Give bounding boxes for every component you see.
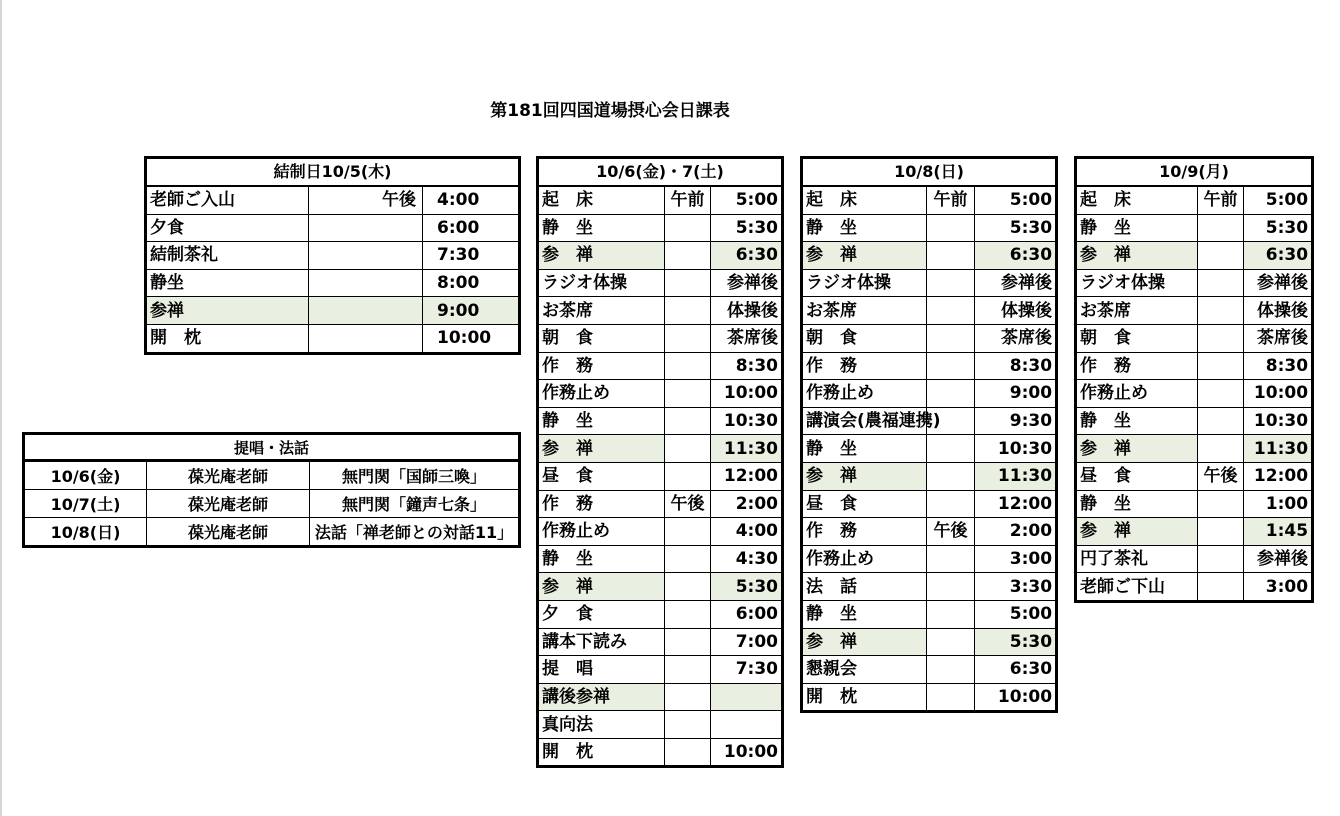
schedule-row <box>538 462 783 490</box>
schedule-period <box>665 628 711 656</box>
schedule-activity: 老師ご下山 <box>1076 573 1198 602</box>
schedule-row <box>1076 186 1313 214</box>
schedule-period <box>927 656 975 684</box>
schedule-period: 午後 <box>665 490 711 518</box>
schedule-row <box>538 297 783 325</box>
schedule-time: 9:00 <box>975 380 1057 408</box>
schedule-row <box>802 628 1057 656</box>
schedule-period: 午前 <box>665 186 711 214</box>
talk-date: 10/7(土) <box>24 490 147 518</box>
schedule-row <box>802 324 1057 352</box>
schedule-activity: 参 禅 <box>538 435 665 463</box>
schedule-row <box>538 518 783 546</box>
schedule-activity: 静 坐 <box>802 214 927 242</box>
schedule-activity: 起 床 <box>538 186 665 214</box>
schedule-activity: 作 務 <box>1076 352 1198 380</box>
schedule-activity: 静 坐 <box>802 435 927 463</box>
schedule-period <box>665 435 711 463</box>
schedule-row <box>538 738 783 767</box>
schedule-time: 茶席後 <box>1244 324 1313 352</box>
schedule-activity: 参 禅 <box>1076 435 1198 463</box>
schedule-time: 2:00 <box>975 518 1057 546</box>
schedule-period <box>1198 407 1244 435</box>
schedule-row <box>146 324 520 353</box>
schedule-activity: 円了茶礼 <box>1076 545 1198 573</box>
schedule-activity: 静坐 <box>146 269 309 297</box>
schedule-activity: 起 床 <box>1076 186 1198 214</box>
schedule-time: 8:30 <box>975 352 1057 380</box>
schedule-period <box>665 738 711 767</box>
schedule-row <box>538 186 783 214</box>
schedule-row <box>1076 297 1313 325</box>
schedule-time: 8:30 <box>711 352 783 380</box>
schedule-period <box>927 269 975 297</box>
schedule-row <box>802 656 1057 684</box>
schedule-time: 6:30 <box>711 242 783 270</box>
schedule-period: 午前 <box>927 186 975 214</box>
schedule-time: 5:30 <box>1244 214 1313 242</box>
schedule-period <box>665 600 711 628</box>
schedule-time: 9:00 <box>423 297 520 325</box>
schedule-time: 5:30 <box>711 573 783 601</box>
schedule-activity: 参 禅 <box>538 242 665 270</box>
schedule-row <box>802 269 1057 297</box>
schedule-period <box>1198 297 1244 325</box>
schedule-period <box>309 214 423 242</box>
talk-date: 10/8(日) <box>24 518 147 547</box>
schedule-activity: 作 務 <box>538 490 665 518</box>
schedule-period <box>309 324 423 353</box>
schedule-time: 5:30 <box>975 628 1057 656</box>
schedule-period <box>309 297 423 325</box>
schedule-time: 7:30 <box>711 656 783 684</box>
schedule-activity: 静 坐 <box>538 407 665 435</box>
schedule-row <box>1076 462 1313 490</box>
schedule-period <box>665 573 711 601</box>
schedule-row <box>1076 269 1313 297</box>
schedule-period <box>1198 352 1244 380</box>
schedule-row <box>538 545 783 573</box>
schedule-activity: 昼 食 <box>802 490 927 518</box>
schedule-activity: 開 枕 <box>146 324 309 353</box>
schedule-activity: 参 禅 <box>802 462 927 490</box>
schedule-row <box>538 242 783 270</box>
schedule-row <box>538 600 783 628</box>
talk-row <box>24 461 520 490</box>
schedule-row <box>146 186 520 214</box>
schedule-time: 11:30 <box>975 462 1057 490</box>
schedule-day1-header: 結制日10/5(木) <box>146 158 520 187</box>
schedule-period <box>927 324 975 352</box>
schedule-time: 参禅後 <box>711 269 783 297</box>
talk-teacher: 葆光庵老師 <box>147 490 310 518</box>
schedule-row <box>1076 490 1313 518</box>
schedule-period <box>1198 490 1244 518</box>
schedule-time: 12:00 <box>975 490 1057 518</box>
schedule-period <box>927 683 975 712</box>
schedule-period <box>309 269 423 297</box>
schedule-row <box>802 435 1057 463</box>
schedule-activity: 作務止め <box>538 518 665 546</box>
schedule-activity: 作務止め <box>802 380 927 408</box>
schedule-activity: 静 坐 <box>538 545 665 573</box>
schedule-row <box>538 573 783 601</box>
schedule-time: 体操後 <box>711 297 783 325</box>
schedule-row <box>802 518 1057 546</box>
schedule-row <box>538 628 783 656</box>
schedule-day4-table <box>1074 156 1314 603</box>
schedule-row <box>802 683 1057 712</box>
schedule-row <box>802 600 1057 628</box>
schedule-activity: 開 枕 <box>802 683 927 712</box>
schedule-activity: 朝 食 <box>538 324 665 352</box>
schedule-time: 3:00 <box>1244 573 1313 602</box>
schedule-time: 6:30 <box>975 242 1057 270</box>
schedule-activity: 講本下読み <box>538 628 665 656</box>
schedule-row <box>1076 545 1313 573</box>
schedule-day2-table <box>536 156 784 768</box>
schedule-row <box>1076 407 1313 435</box>
schedule-time: 4:00 <box>711 518 783 546</box>
schedule-time: 茶席後 <box>975 324 1057 352</box>
schedule-period <box>1198 214 1244 242</box>
schedule-period <box>1198 269 1244 297</box>
schedule-time: 10:00 <box>423 324 520 353</box>
schedule-row <box>146 269 520 297</box>
schedule-row <box>146 214 520 242</box>
schedule-row <box>538 683 783 711</box>
schedule-period <box>1198 545 1244 573</box>
talks-table <box>22 432 521 548</box>
schedule-time: 8:30 <box>1244 352 1313 380</box>
schedule-activity: 朝 食 <box>1076 324 1198 352</box>
schedule-activity: 作 務 <box>802 518 927 546</box>
schedule-day1-table <box>144 156 521 355</box>
schedule-period <box>927 490 975 518</box>
schedule-period <box>1198 573 1244 602</box>
schedule-activity: 法 話 <box>802 573 927 601</box>
schedule-row <box>802 242 1057 270</box>
schedule-period <box>665 683 711 711</box>
schedule-activity: ラジオ体操 <box>538 269 665 297</box>
schedule-period: 午後 <box>927 518 975 546</box>
schedule-time: 10:30 <box>1244 407 1313 435</box>
talk-topic: 無門関「国師三喚」 <box>310 461 520 490</box>
schedule-period <box>665 545 711 573</box>
schedule-activity: 朝 食 <box>802 324 927 352</box>
schedule-activity: 昼 食 <box>1076 462 1198 490</box>
schedule-row <box>538 490 783 518</box>
schedule-row <box>802 573 1057 601</box>
schedule-activity: 懇親会 <box>802 656 927 684</box>
talk-topic: 法話「禅老師との対話11」 <box>310 518 520 547</box>
schedule-day3-table <box>800 156 1058 713</box>
page-title: 第181回四国道場摂心会日課表 <box>490 101 730 121</box>
schedule-activity: 講演会(農福連携) <box>802 407 927 435</box>
schedule-row <box>802 545 1057 573</box>
schedule-row <box>1076 573 1313 602</box>
schedule-activity: 参 禅 <box>1076 242 1198 270</box>
schedule-period <box>927 600 975 628</box>
schedule-activity: 作 務 <box>802 352 927 380</box>
schedule-time: 9:30 <box>975 407 1057 435</box>
schedule-time: 10:00 <box>711 380 783 408</box>
schedule-time: 5:00 <box>711 186 783 214</box>
schedule-activity: 参 禅 <box>802 242 927 270</box>
schedule-time: 5:30 <box>975 214 1057 242</box>
schedule-activity: 結制茶礼 <box>146 242 309 270</box>
schedule-row <box>146 242 520 270</box>
schedule-period <box>927 214 975 242</box>
schedule-activity: 起 床 <box>802 186 927 214</box>
schedule-period <box>927 297 975 325</box>
schedule-time: 1:00 <box>1244 490 1313 518</box>
schedule-activity: 作務止め <box>802 545 927 573</box>
schedule-time: 5:30 <box>711 214 783 242</box>
schedule-time: 8:00 <box>423 269 520 297</box>
schedule-row <box>538 435 783 463</box>
schedule-period <box>927 352 975 380</box>
talk-teacher: 葆光庵老師 <box>147 518 310 547</box>
schedule-time: 参禅後 <box>1244 545 1313 573</box>
schedule-row <box>802 490 1057 518</box>
schedule-row <box>1076 324 1313 352</box>
talk-row <box>24 490 520 518</box>
schedule-activity: 提 唱 <box>538 656 665 684</box>
schedule-row <box>802 407 1057 435</box>
schedule-row <box>538 380 783 408</box>
schedule-period <box>665 297 711 325</box>
schedule-activity: 参 禅 <box>802 628 927 656</box>
schedule-row <box>802 462 1057 490</box>
schedule-row <box>1076 242 1313 270</box>
schedule-time: 7:30 <box>423 242 520 270</box>
schedule-time: 5:00 <box>975 186 1057 214</box>
schedule-time: 12:00 <box>711 462 783 490</box>
schedule-activity: 開 枕 <box>538 738 665 767</box>
schedule-time: 3:30 <box>975 573 1057 601</box>
schedule-period <box>927 380 975 408</box>
schedule-activity: 静 坐 <box>1076 490 1198 518</box>
schedule-period <box>1198 324 1244 352</box>
schedule-activity: 静 坐 <box>1076 214 1198 242</box>
schedule-activity: 作務止め <box>1076 380 1198 408</box>
schedule-period <box>665 269 711 297</box>
schedule-time: 参禅後 <box>975 269 1057 297</box>
talk-teacher: 葆光庵老師 <box>147 461 310 490</box>
schedule-period <box>1198 242 1244 270</box>
schedule-time: 6:00 <box>423 214 520 242</box>
schedule-time: 11:30 <box>1244 435 1313 463</box>
talks-header: 提唱・法話 <box>24 434 520 461</box>
schedule-time: 5:00 <box>975 600 1057 628</box>
schedule-period <box>665 518 711 546</box>
schedule-row <box>538 711 783 739</box>
schedule-row <box>1076 214 1313 242</box>
schedule-time: 参禅後 <box>1244 269 1313 297</box>
schedule-day2-header: 10/6(金)・7(土) <box>538 158 783 187</box>
schedule-time: 茶席後 <box>711 324 783 352</box>
schedule-time: 10:00 <box>1244 380 1313 408</box>
schedule-activity: ラジオ体操 <box>802 269 927 297</box>
schedule-time: 5:00 <box>1244 186 1313 214</box>
schedule-row <box>1076 380 1313 408</box>
schedule-period: 午前 <box>1198 186 1244 214</box>
schedule-period <box>665 711 711 739</box>
schedule-time: 6:00 <box>711 600 783 628</box>
schedule-activity: 静 坐 <box>538 214 665 242</box>
schedule-row <box>1076 352 1313 380</box>
schedule-period <box>927 462 975 490</box>
schedule-time: 1:45 <box>1244 518 1313 546</box>
schedule-activity: 参 禅 <box>1076 518 1198 546</box>
schedule-row <box>538 656 783 684</box>
schedule-period <box>665 324 711 352</box>
schedule-time: 4:30 <box>711 545 783 573</box>
schedule-time: 2:00 <box>711 490 783 518</box>
schedule-row <box>802 186 1057 214</box>
schedule-row <box>1076 518 1313 546</box>
schedule-activity: 昼 食 <box>538 462 665 490</box>
schedule-period: 午後 <box>309 186 423 214</box>
schedule-time: 10:00 <box>711 738 783 767</box>
schedule-row <box>802 380 1057 408</box>
schedule-activity: 老師ご入山 <box>146 186 309 214</box>
schedule-row <box>1076 435 1313 463</box>
schedule-period <box>1198 435 1244 463</box>
schedule-period <box>665 462 711 490</box>
schedule-time: 6:30 <box>975 656 1057 684</box>
schedule-time: 12:00 <box>1244 462 1313 490</box>
schedule-time: 体操後 <box>975 297 1057 325</box>
schedule-day4-header: 10/9(月) <box>1076 158 1313 187</box>
schedule-period <box>927 545 975 573</box>
schedule-period <box>1198 380 1244 408</box>
schedule-activity: 講後参禅 <box>538 683 665 711</box>
schedule-period: 午後 <box>1198 462 1244 490</box>
schedule-row <box>146 297 520 325</box>
schedule-row <box>538 407 783 435</box>
schedule-row <box>538 352 783 380</box>
schedule-row <box>802 214 1057 242</box>
talk-date: 10/6(金) <box>24 461 147 490</box>
schedule-period <box>309 242 423 270</box>
schedule-activity: 参禅 <box>146 297 309 325</box>
schedule-period <box>665 352 711 380</box>
schedule-activity: 夕食 <box>146 214 309 242</box>
schedule-activity: お茶席 <box>538 297 665 325</box>
schedule-time: 10:30 <box>975 435 1057 463</box>
schedule-row <box>802 297 1057 325</box>
schedule-time: 体操後 <box>1244 297 1313 325</box>
schedule-period <box>665 407 711 435</box>
schedule-activity: 真向法 <box>538 711 665 739</box>
schedule-time: 6:30 <box>1244 242 1313 270</box>
schedule-period <box>927 573 975 601</box>
schedule-activity: 作務止め <box>538 380 665 408</box>
schedule-time: 10:30 <box>711 407 783 435</box>
schedule-row <box>538 214 783 242</box>
schedule-row <box>802 352 1057 380</box>
schedule-row <box>538 269 783 297</box>
schedule-period <box>665 242 711 270</box>
schedule-row <box>538 324 783 352</box>
schedule-period <box>665 214 711 242</box>
schedule-period <box>927 628 975 656</box>
schedule-period <box>665 656 711 684</box>
schedule-day3-header: 10/8(日) <box>802 158 1057 187</box>
talk-row <box>24 518 520 547</box>
talk-topic: 無門関「鐘声七条」 <box>310 490 520 518</box>
schedule-time: 4:00 <box>423 186 520 214</box>
schedule-activity: お茶席 <box>802 297 927 325</box>
schedule-time: 7:00 <box>711 628 783 656</box>
schedule-time: 10:00 <box>975 683 1057 712</box>
schedule-activity: 静 坐 <box>802 600 927 628</box>
schedule-activity: 夕 食 <box>538 600 665 628</box>
page-left-border <box>0 0 2 816</box>
schedule-period <box>1198 518 1244 546</box>
schedule-activity: 参 禅 <box>538 573 665 601</box>
schedule-activity: 静 坐 <box>1076 407 1198 435</box>
schedule-period <box>927 435 975 463</box>
schedule-period <box>665 380 711 408</box>
schedule-time: 11:30 <box>711 435 783 463</box>
schedule-time <box>711 683 783 711</box>
schedule-activity: お茶席 <box>1076 297 1198 325</box>
schedule-period <box>927 242 975 270</box>
schedule-time: 3:00 <box>975 545 1057 573</box>
schedule-activity: 作 務 <box>538 352 665 380</box>
schedule-time <box>711 711 783 739</box>
schedule-activity: ラジオ体操 <box>1076 269 1198 297</box>
